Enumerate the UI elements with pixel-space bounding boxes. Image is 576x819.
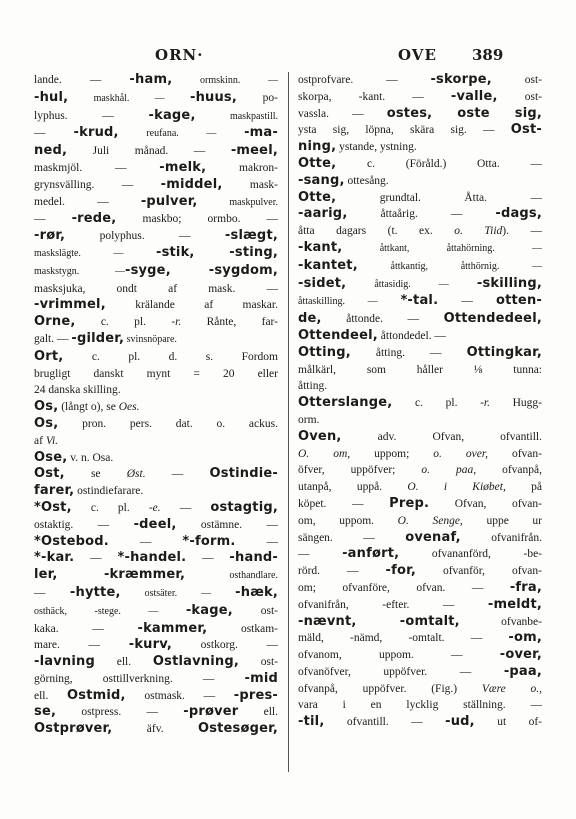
text-line [298, 496, 542, 513]
definition-text: ostindiefarare. [74, 485, 144, 498]
text-line [34, 721, 278, 738]
headword: -pres- [233, 687, 278, 703]
definition-text: mare. — [34, 639, 129, 652]
definition-text: Juli månad. — [67, 145, 231, 158]
headword: -paa, [503, 663, 542, 679]
headword: -skorpe, [430, 72, 492, 87]
text-line [34, 211, 278, 228]
text-line [298, 614, 542, 631]
definition-text: ormskinn. — [172, 75, 278, 86]
definition-text: pron. pers. dat. o. ackus. [58, 417, 278, 430]
definition-text: mask- [222, 178, 278, 191]
definition-text: lyphus. — [34, 109, 149, 122]
text-line [34, 72, 278, 90]
definition-text: reufana. — [118, 128, 245, 140]
headword: -deel, [133, 516, 177, 532]
headword: ning, [298, 139, 337, 155]
text-line [34, 621, 278, 638]
headword: Ostlavning, [152, 654, 239, 670]
text-line [298, 530, 542, 547]
definition-text: om; ofvanföre, ofvan. — [298, 581, 510, 594]
text-line [298, 697, 542, 714]
headword: -syge, -sygdom, [124, 262, 278, 278]
definition-text: grynsvälling. — [34, 178, 161, 191]
text-line [34, 585, 278, 603]
italic-text: O. om, [298, 447, 351, 460]
definition-text: maskbo; ormbo. — [116, 213, 278, 226]
headword: -vrimmel, [34, 297, 106, 313]
text-line [34, 688, 278, 705]
text-line [34, 483, 278, 500]
headword: -kurv, [128, 637, 172, 653]
definition-text: af [34, 434, 46, 447]
headword: Orne, [34, 314, 76, 330]
page-number: 389 [472, 46, 504, 64]
text-line [298, 311, 542, 328]
headword: *-tal. [400, 293, 439, 309]
definition-text: makron- [206, 161, 278, 174]
definition-text: uppe ur [462, 514, 542, 527]
definition-text: ostkorg. — [171, 639, 278, 652]
text-line [298, 395, 542, 412]
definition-text: — [186, 552, 230, 565]
headword: ler, -kræmmer, [34, 567, 186, 583]
headword: Otterslange, [298, 395, 393, 411]
definition-text: utanpå, uppå. [298, 481, 408, 494]
headword: Oven, [298, 428, 342, 444]
headword: otten- [495, 293, 542, 309]
text-line [298, 206, 542, 223]
text-line [34, 517, 278, 534]
definition-text: — [160, 501, 211, 514]
definition-text: po- [237, 91, 278, 104]
definition-text: målkärl, som håller ⅛ tunna: [298, 363, 542, 376]
headword: *-handel. [117, 550, 187, 566]
headword: Ose, [34, 449, 68, 465]
definition-text: osthandlare. [185, 570, 278, 582]
text-line [298, 462, 542, 479]
header-left-guideword: ORN· [155, 46, 204, 64]
definition-text: — [145, 468, 210, 481]
definition-text: ostaktig. — [34, 518, 134, 531]
definition-text: ostsäter. — [120, 587, 236, 599]
definition-text: polyphus. — [65, 230, 225, 243]
definition-text: åttkantig, åtthörnig. — [357, 260, 542, 272]
text-line [298, 240, 542, 258]
text-line [298, 89, 542, 106]
headword: ned, [34, 143, 68, 159]
text-line [298, 362, 542, 379]
definition-text: — [34, 127, 74, 140]
headword: -sidet, [298, 275, 347, 291]
headword: *-form. [182, 533, 236, 549]
header-right-guideword: OVE [398, 46, 437, 64]
text-line [34, 671, 278, 688]
text-line [298, 597, 542, 614]
text-line [298, 190, 542, 207]
headword: Ort, [34, 348, 64, 364]
text-line [298, 378, 542, 395]
headword: -slægt, [224, 228, 278, 244]
italic-text: Øst. [126, 468, 146, 481]
definition-text: åttasidig. — [346, 278, 477, 290]
italic-text: -r. [171, 316, 182, 329]
headword: Ottendedeel, [443, 311, 542, 327]
definition-text: — [34, 213, 72, 226]
text-line [298, 223, 542, 240]
text-line [34, 450, 278, 467]
definition-text: ). — [502, 225, 542, 238]
headword: -gilder, [71, 330, 125, 346]
text-line [298, 139, 542, 156]
definition-text: sängen. — [298, 531, 406, 544]
definition-text: ut of- [474, 716, 542, 729]
text-line [298, 122, 542, 139]
definition-text: åttaskilling. — [298, 296, 401, 308]
definition-text: ost- [491, 74, 542, 86]
headword: -huus, [189, 89, 238, 105]
headword: Ostesøger, [197, 721, 278, 737]
headword: -hand- [229, 550, 278, 566]
headword: farer, [34, 483, 75, 499]
italic-text: Vi. [45, 434, 59, 447]
headword: -om, [508, 630, 542, 646]
definition-text: osthäck, -stege. — [34, 605, 186, 617]
definition-text: galt. — [34, 332, 72, 345]
definition-text: äfv. [112, 723, 198, 736]
text-line [34, 416, 278, 433]
definition-text: uppom; [350, 447, 434, 460]
definition-text: ostmask. — [125, 689, 234, 702]
definition-text: ofvanifrån. [460, 531, 542, 544]
headword: Otting, [298, 344, 351, 360]
text-line [34, 228, 278, 245]
text-line [34, 125, 278, 143]
headword: -nævnt, -omtalt, [298, 613, 460, 629]
text-line [298, 106, 542, 123]
text-line [298, 412, 542, 429]
text-line [34, 108, 278, 126]
headword: -kant, [298, 239, 343, 255]
text-line [34, 160, 278, 177]
definition-text: rörd. — [298, 565, 386, 578]
headword: -middel, [160, 176, 223, 192]
headword: de, [298, 311, 322, 327]
headword: -hul, [34, 89, 69, 105]
text-line [298, 446, 542, 463]
definition-text: åtting. [298, 380, 328, 393]
definition-text: c. (Föråld.) Otta. — [336, 157, 542, 170]
headword: -kantet, [298, 257, 358, 273]
headword: Ottendeel, [298, 327, 378, 343]
headword: -ud, [445, 714, 475, 730]
definition-text: c. pl. [75, 316, 172, 329]
text-line [34, 366, 278, 383]
definition-text: åttaårig. — [347, 208, 496, 221]
headword: -ma- [244, 125, 278, 141]
definition-text: öfver, uppöfver; [298, 464, 422, 477]
definition-text: ofvanöfver, uppöfver. — [298, 665, 504, 678]
text-line [298, 479, 542, 496]
headword: -dags, [495, 206, 542, 222]
definition-text: orm. [298, 413, 320, 426]
text-line [298, 580, 542, 597]
definition-text: ofvanifrån, -efter. — [298, 598, 488, 611]
headword: -krud, [73, 125, 119, 141]
definition-text: Ofvan, ofvan- [429, 497, 542, 510]
text-line [34, 349, 278, 366]
definition-text: ostpress. — [56, 706, 184, 719]
headword: ostagtig, [210, 499, 278, 515]
text-line [34, 90, 278, 108]
italic-text: O. Senge, [397, 514, 463, 527]
text-line [34, 281, 278, 298]
headword: -kammer, [137, 620, 208, 636]
text-line [298, 681, 542, 698]
text-line [298, 647, 542, 664]
definition-text: v. n. Osa. [67, 451, 114, 464]
headword: -ham, [129, 72, 173, 87]
italic-text: o. over, [433, 447, 488, 460]
text-line [298, 429, 542, 446]
headword: -fra, [509, 579, 542, 595]
definition-text: brugligt danskt mynt = 20 eller [34, 367, 278, 380]
text-line [34, 550, 278, 567]
headword: se, [34, 704, 57, 720]
headword: -pulver, [140, 193, 198, 209]
definition-text: ell. [94, 656, 153, 669]
definition-text: — [108, 535, 183, 548]
definition-text: åttondedel. — [377, 329, 446, 342]
definition-text: ost- [497, 90, 542, 103]
definition-text: åttkant, åttahörning. — [342, 242, 542, 254]
headword: Ostmid, [67, 687, 126, 703]
headword: *-kar. [34, 550, 75, 566]
column-divider [288, 72, 289, 772]
definition-text: maskpastill. [195, 110, 278, 122]
definition-text: vara i en lycklig ställning. — [298, 699, 542, 712]
headword: ostes, oste sig, [386, 105, 542, 121]
definition-text: ofvanbe- [459, 615, 542, 628]
italic-text: -r. [480, 397, 490, 410]
definition-text: görning, osttillverkning. — [34, 672, 245, 685]
definition-text: ost- [232, 604, 278, 617]
definition-text: köpet. — [298, 497, 390, 510]
definition-text: ostprofvare. — [298, 74, 431, 86]
definition-text: lande. — [34, 74, 130, 86]
headword: -stik, -sting, [155, 244, 278, 260]
headword: -lavning [34, 654, 95, 670]
text-line [298, 345, 542, 362]
definition-text: 24 danska skilling. [34, 384, 121, 397]
text-line [298, 328, 542, 345]
text-line [34, 433, 278, 450]
headword: -prøver [183, 704, 239, 720]
definition-text: ofvanpå, [476, 464, 542, 477]
definition-text: maskmjöl. — [34, 161, 160, 174]
definition-text: — [74, 552, 118, 565]
headword: -anført, [342, 546, 400, 562]
headword: Ost- [510, 122, 542, 138]
definition-text: ofvanpå, uppöfver. (Fig.) [298, 682, 482, 695]
text-line [34, 263, 278, 281]
definition-text: ystande, ystning. [336, 141, 417, 154]
definition-text: skorpa, -kant. — [298, 90, 451, 103]
text-line [34, 143, 278, 160]
definition-text: åttonde. — [321, 313, 444, 326]
definition-text: ofvan- [487, 447, 542, 460]
text-line [34, 194, 278, 212]
text-line [298, 173, 542, 190]
headword: -for, [385, 563, 416, 579]
definition-text: maskslägte. — [34, 247, 156, 259]
text-line [298, 563, 542, 580]
definition-text: (långt o), se [58, 401, 119, 414]
definition-text: åtta dagars (t. ex. [298, 225, 455, 238]
text-line [298, 293, 542, 311]
headword: -over, [499, 647, 542, 663]
definition-text: — [438, 295, 496, 308]
italic-text: Oes. [118, 401, 140, 414]
definition-text: se [64, 468, 127, 481]
headword: Ost, [34, 466, 65, 482]
headword: -kage, [185, 602, 233, 618]
headword: -til, [298, 714, 325, 730]
italic-text: o. Tiid [454, 225, 503, 238]
definition-text: ofvantill. — [324, 716, 446, 729]
text-line [34, 297, 278, 314]
headword: ovenaf, [405, 529, 461, 545]
text-line [34, 654, 278, 671]
definition-text: — [235, 535, 278, 548]
definition-text: — [298, 548, 343, 561]
text-line [34, 331, 278, 349]
text-line [34, 567, 278, 585]
text-line [298, 630, 542, 647]
text-line [34, 603, 278, 621]
headword: -mid [244, 670, 278, 686]
text-line [34, 466, 278, 483]
text-line [34, 245, 278, 263]
definition-text: maskstygn. — [34, 265, 125, 277]
definition-text: ost- [239, 656, 278, 669]
headword: -hytte, [69, 584, 121, 600]
headword: *Ost, [34, 499, 72, 515]
definition-text: krälande af maskar. [105, 299, 278, 312]
headword: -skilling, [476, 275, 542, 291]
definition-text: ofvananförd, -be- [399, 548, 542, 561]
definition-text: c. pl. [392, 397, 481, 410]
definition-text: mäld, -nämd, -omtalt. — [298, 632, 509, 645]
definition-text: på [505, 481, 542, 494]
text-line [298, 664, 542, 681]
headword: -rede, [71, 211, 117, 227]
text-line [298, 156, 542, 173]
definition-text: c. pl. [71, 501, 149, 514]
definition-text: adv. Ofvan, ofvantill. [341, 430, 542, 443]
headword: Otte, [298, 155, 337, 171]
headword: -meel, [230, 143, 278, 159]
italic-text: Være o., [481, 682, 542, 695]
definition-text: grundtal. Åtta. — [336, 191, 542, 204]
headword: -valle, [450, 88, 498, 104]
headword: *Ostebod. [34, 533, 109, 549]
headword: Ostindie- [209, 466, 278, 482]
headword: Ottingkar, [466, 344, 542, 360]
headword: -aarig, [298, 206, 348, 222]
text-line [34, 534, 278, 551]
definition-text: masksjuka, ondt af mask. — [34, 282, 278, 295]
text-line [34, 314, 278, 331]
text-line [34, 704, 278, 721]
headword: -rør, [34, 228, 66, 244]
headword: Os, [34, 415, 59, 431]
italic-text: o. paa, [421, 464, 477, 477]
headword: -meldt, [487, 596, 542, 612]
definition-text: c. pl. d. s. Fordom [63, 350, 278, 363]
text-line [298, 258, 542, 276]
headword: -melk, [159, 159, 207, 175]
headword: -sang, [298, 172, 345, 188]
text-line [34, 399, 278, 416]
definition-text: vassla. — [298, 107, 387, 120]
left-column [34, 72, 278, 738]
definition-text: ofvanom, uppom. — [298, 649, 500, 662]
right-column [298, 72, 542, 731]
definition-text: ostkam- [207, 622, 278, 635]
definition-text: ottesång. [344, 174, 389, 187]
definition-text: maskhål. — [68, 92, 190, 104]
headword: Ostprøver, [34, 721, 113, 737]
definition-text: maskpulver. [197, 196, 278, 208]
definition-text: ell. [34, 689, 68, 702]
text-line [34, 177, 278, 194]
headword: Otte, [298, 189, 337, 205]
text-line [34, 637, 278, 654]
definition-text: svinsnöpare. [124, 333, 177, 345]
definition-text: åtting. — [350, 346, 467, 359]
page-header [0, 46, 576, 68]
headword: -kage, [148, 107, 196, 123]
text-line [34, 500, 278, 517]
text-line [298, 72, 542, 89]
definition-text: medel. — [34, 195, 141, 208]
definition-text: ostämne. — [176, 518, 278, 531]
text-line [298, 513, 542, 530]
definition-text: Hugg- [489, 397, 542, 410]
italic-text: -e. [148, 501, 161, 514]
definition-text: — [34, 586, 70, 599]
text-line [298, 276, 542, 294]
text-line [298, 714, 542, 731]
definition-text: Rånte, far- [181, 316, 278, 329]
definition-text: kaka. — [34, 622, 138, 635]
text-line [34, 382, 278, 399]
definition-text: ofvanför, ofvan- [415, 565, 542, 578]
headword: Os, [34, 399, 59, 415]
text-line [298, 546, 542, 563]
definition-text: ysta sig, löpna, skära sig. — [298, 124, 511, 137]
headword: -hæk, [235, 584, 278, 600]
italic-text: O. i Kiøbet, [407, 481, 506, 494]
headword: Prep. [389, 495, 430, 511]
definition-text: om, uppom. [298, 514, 398, 527]
definition-text: ell. [238, 706, 278, 719]
